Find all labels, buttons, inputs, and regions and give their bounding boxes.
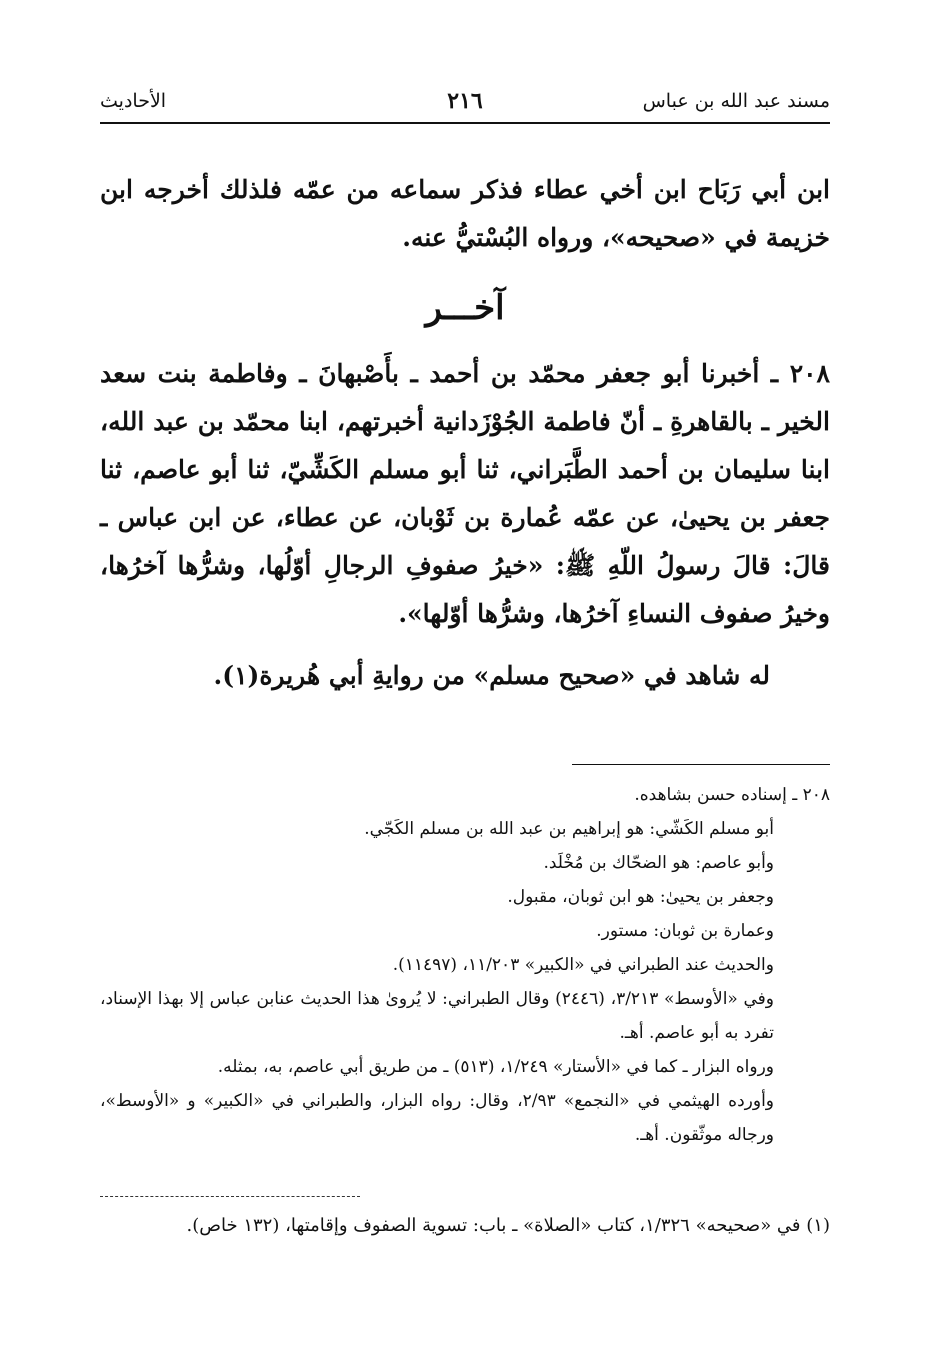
main-text xyxy=(100,166,830,700)
header-book-title: مسند عبد الله بن عباس xyxy=(642,90,830,112)
note-line: وجعفر بن يحيىٰ: هو ابن ثوبان، مقبول. xyxy=(507,887,774,907)
note-line: ورواه البزار ـ كما في «الأستار» ١/٢٤٩، (٥١٣) ـ من طريق أبي عاصم، به، بمثله. xyxy=(217,1057,774,1077)
header-section-title: الأحاديث xyxy=(100,90,167,112)
hadith-paragraph xyxy=(100,350,830,638)
note-line: وعمارة بن ثوبان: مستور. xyxy=(596,921,774,941)
footnote-divider xyxy=(100,1196,360,1197)
notes-divider xyxy=(572,764,830,765)
footnote: (١) في «صحيحه» ١/٣٢٦، كتاب «الصلاة» ـ باب: تسوية الصفوف وإقامتها، (١٣٢ خاص). xyxy=(186,1215,830,1236)
running-header xyxy=(100,90,830,124)
note-line: والحديث عند الطبراني في «الكبير» ١١/٢٠٣، (١١٤٩٧). xyxy=(392,955,774,975)
note-line: ٢٠٨ ـ إسناده حسن بشاهده. xyxy=(634,785,830,805)
note-line: أبو مسلم الكَشّي: هو إبراهيم بن عبد الله بن مسلم الكَجّي. xyxy=(364,819,774,839)
section-title: آخـــر xyxy=(425,288,505,328)
hadith-notes xyxy=(100,778,830,1152)
continuation-paragraph: ابن أبي رَبَاح ابن أخي عطاء فذكر سماعه من عمّه فلذلك أخرجه ابن خزيمة في «صحيحه»، ورواه البُسْتيُّ عنه. xyxy=(100,175,830,252)
note-line: وفي «الأوسط» ٣/٢١٣، (٢٤٤٦) وقال الطبراني: لا يُروىٰ هذا الحديث عنابن عباس إلا بهذا الإسناد، تفرد به أبو عاصم. أهـ. xyxy=(100,989,775,1043)
hadith-number: ٢٠٨ xyxy=(789,359,830,388)
header-divider xyxy=(100,122,830,124)
shahid-paragraph: له شاهد في «صحيح مسلم» من روايةِ أبي هُريرة(١). xyxy=(213,661,770,690)
note-line: وأورده الهيثمي في «النجمع» ٢/٩٣، وقال: رواه البزار، والطبراني في «الكبير» و «الأوسط»، ورجاله موثّقون. أهـ. xyxy=(100,1091,774,1145)
note-line: وأبو عاصم: هو الضحّاك بن مُخْلَد. xyxy=(543,853,774,873)
hadith-text: ـ أخبرنا أبو جعفر محمّد بن أحمد ـ بأَصْبهانَ ـ وفاطمة بنت سعد الخير ـ بالقاهرةِ ـ أنّ فاطمة الجُوْزَدانية أخبرتهم، ابنا محمّد بن عبد الله، ابنا سليمان بن أحمد الطَّبَراني، ثنا أبو مسلم الكَشِّيّ، ثنا أبو عاصم، ثنا جعفر بن يحيىٰ، عن عمّه عُمارة بن ثَوْبان، عن عطاء، عن ابن عباس ـ قالَ: قالَ رسولُ اللّهِ ﷺ: «خيرُ صفوفِ الرجالِ أوّلُها، وشرُّها آخرُها، وخيرُ صفوف النساءِ آخرُها، وشرُّها أوّلها». xyxy=(100,359,830,628)
book-page xyxy=(100,80,830,1280)
page-number: ٢١٦ xyxy=(447,88,483,114)
